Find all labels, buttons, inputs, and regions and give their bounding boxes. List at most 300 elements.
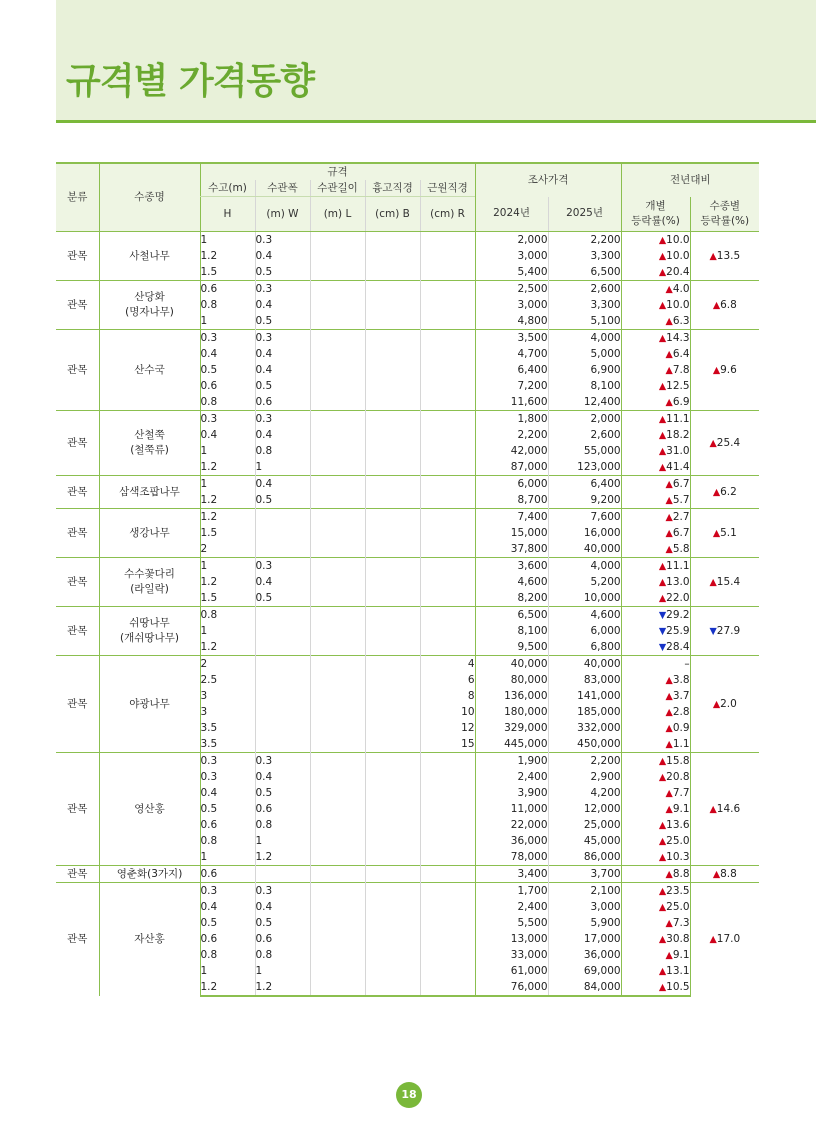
price-2025-cell: 5,200: [548, 574, 621, 590]
individual-rate-value: 12.5: [666, 379, 690, 392]
spec-w-cell: 0.4: [255, 574, 310, 590]
spec-l-cell: [310, 704, 365, 720]
individual-rate-cell: [621, 362, 690, 378]
price-2024-cell: 136,000: [475, 688, 548, 704]
up-triangle-icon: ▲: [712, 299, 721, 311]
price-2025-cell: 4,000: [548, 330, 621, 347]
price-2024-cell: 4,600: [475, 574, 548, 590]
header-year-2024: 2024년: [475, 197, 548, 232]
spec-w-cell: [255, 720, 310, 736]
spec-l-cell: [310, 492, 365, 509]
spec-b-cell: [365, 672, 420, 688]
spec-l-cell: [310, 607, 365, 624]
species-name-cell: [99, 558, 200, 607]
species-name-cell: [99, 411, 200, 476]
up-triangle-icon: ▲: [658, 835, 667, 847]
species-name-line: 수수꽃다리: [124, 568, 175, 580]
table-row: [56, 866, 759, 883]
species-rate-value: 5.1: [720, 526, 737, 539]
spec-b-cell: [365, 915, 420, 931]
species-rate-cell: [690, 753, 759, 866]
spec-h-cell: 0.5: [200, 915, 255, 931]
table-row: [56, 883, 759, 900]
spec-r-cell: 6: [420, 672, 475, 688]
spec-h-cell: 0.8: [200, 297, 255, 313]
price-2025-cell: 332,000: [548, 720, 621, 736]
price-2024-cell: 76,000: [475, 979, 548, 996]
price-2025-cell: 69,000: [548, 963, 621, 979]
spec-b-cell: [365, 378, 420, 394]
spec-r-cell: [420, 623, 475, 639]
header-yoy: 전년대비: [621, 163, 759, 197]
spec-l-cell: [310, 639, 365, 656]
price-2025-cell: 2,200: [548, 232, 621, 249]
spec-h-cell: 0.4: [200, 785, 255, 801]
species-name-line: 산수국: [134, 363, 165, 376]
spec-b-cell: [365, 849, 420, 866]
spec-b-cell: [365, 264, 420, 281]
individual-rate-value: 25.0: [666, 834, 690, 847]
spec-b-cell: [365, 541, 420, 558]
individual-rate-cell: [621, 753, 690, 770]
spec-w-cell: 0.5: [255, 785, 310, 801]
spec-b-cell: [365, 736, 420, 753]
individual-rate-value: 1.1: [672, 737, 690, 750]
spec-b-cell: [365, 427, 420, 443]
spec-h-cell: 0.3: [200, 330, 255, 347]
spec-b-cell: [365, 639, 420, 656]
spec-b-cell: [365, 346, 420, 362]
price-2024-cell: 1,700: [475, 883, 548, 900]
table-row: [56, 558, 759, 575]
spec-b-cell: [365, 313, 420, 330]
spec-r-cell: 12: [420, 720, 475, 736]
spec-w-cell: 0.5: [255, 264, 310, 281]
spec-h-cell: 1: [200, 476, 255, 493]
price-2024-cell: 329,000: [475, 720, 548, 736]
spec-r-cell: [420, 963, 475, 979]
spec-r-cell: 10: [420, 704, 475, 720]
spec-h-cell: 1.2: [200, 979, 255, 996]
price-2024-cell: 6,400: [475, 362, 548, 378]
individual-rate-value: 20.4: [666, 265, 690, 278]
spec-r-cell: [420, 833, 475, 849]
spec-r-cell: [420, 849, 475, 866]
spec-l-cell: [310, 688, 365, 704]
individual-rate-value: 2.8: [672, 705, 690, 718]
spec-l-cell: [310, 378, 365, 394]
species-name-cell: [99, 509, 200, 558]
spec-b-cell: [365, 753, 420, 770]
category-cell: 관목: [56, 607, 99, 656]
price-2025-cell: 8,100: [548, 378, 621, 394]
price-2025-cell: 45,000: [548, 833, 621, 849]
price-2024-cell: 2,400: [475, 899, 548, 915]
species-rate-value: 17.0: [716, 933, 741, 945]
species-rate-value: 27.9: [716, 624, 741, 637]
up-triangle-icon: ▲: [665, 917, 673, 929]
spec-b-cell: [365, 785, 420, 801]
spec-w-cell: 0.8: [255, 817, 310, 833]
spec-b-cell: [365, 248, 420, 264]
individual-rate-value: 13.6: [666, 818, 690, 831]
spec-r-cell: [420, 476, 475, 493]
individual-rate-cell: [621, 541, 690, 558]
spec-r-cell: [420, 590, 475, 607]
spec-b-cell: [365, 525, 420, 541]
individual-rate-cell: [621, 639, 690, 656]
individual-rate-value: 7.7: [672, 786, 690, 799]
individual-rate-cell: [621, 672, 690, 688]
spec-l-cell: [310, 866, 365, 883]
individual-rate-value: 2.7: [672, 510, 690, 523]
spec-r-cell: [420, 378, 475, 394]
price-2025-cell: 6,500: [548, 264, 621, 281]
species-rate-cell: [690, 558, 759, 607]
individual-rate-cell: [621, 590, 690, 607]
up-triangle-icon: ▲: [658, 461, 667, 473]
spec-l-cell: [310, 736, 365, 753]
spec-w-cell: 0.3: [255, 753, 310, 770]
page-title: 규격별 가격동향: [66, 61, 314, 102]
species-rate-value: 6.8: [720, 298, 737, 311]
price-2025-cell: 2,100: [548, 883, 621, 900]
category-cell: 관목: [56, 753, 99, 866]
spec-l-cell: [310, 833, 365, 849]
individual-rate-cell: [621, 607, 690, 624]
species-name-cell: [99, 476, 200, 509]
price-2024-cell: 3,500: [475, 330, 548, 347]
species-name-line: (철쭉류): [130, 444, 169, 456]
spec-w-cell: 0.3: [255, 883, 310, 900]
spec-l-cell: [310, 248, 365, 264]
individual-rate-cell: [621, 232, 690, 249]
spec-h-cell: 1.2: [200, 509, 255, 526]
spec-b-cell: [365, 656, 420, 673]
species-rate-value: 8.8: [720, 867, 737, 880]
price-2025-cell: 36,000: [548, 947, 621, 963]
down-triangle-icon: ▼: [658, 625, 667, 637]
individual-rate-cell: [621, 427, 690, 443]
price-2024-cell: 36,000: [475, 833, 548, 849]
spec-w-cell: 0.4: [255, 427, 310, 443]
spec-h-cell: 0.8: [200, 833, 255, 849]
spec-l-cell: [310, 459, 365, 476]
spec-b-cell: [365, 720, 420, 736]
header-unit-r: (cm) R: [420, 197, 475, 232]
species-rate-cell: [690, 281, 759, 330]
spec-l-cell: [310, 769, 365, 785]
spec-h-cell: 1: [200, 232, 255, 249]
price-2024-cell: 2,400: [475, 769, 548, 785]
species-rate-cell: [690, 411, 759, 476]
spec-h-cell: 0.6: [200, 817, 255, 833]
spec-h-cell: 1.5: [200, 590, 255, 607]
table-row: [56, 656, 759, 673]
price-2025-cell: 7,600: [548, 509, 621, 526]
spec-r-cell: [420, 427, 475, 443]
individual-rate-cell: [621, 849, 690, 866]
price-2025-cell: 4,600: [548, 607, 621, 624]
price-2025-cell: 141,000: [548, 688, 621, 704]
species-name-cell: [99, 883, 200, 997]
individual-rate-cell: [621, 281, 690, 298]
up-triangle-icon: ▲: [709, 437, 717, 449]
category-cell: 관목: [56, 330, 99, 411]
individual-rate-value: 10.0: [666, 233, 690, 246]
price-2025-cell: 3,700: [548, 866, 621, 883]
up-triangle-icon: ▲: [712, 364, 721, 376]
spec-l-cell: [310, 346, 365, 362]
species-rate-value: 15.4: [716, 575, 741, 588]
price-2025-cell: 2,000: [548, 411, 621, 428]
category-cell: 관목: [56, 509, 99, 558]
spec-h-cell: 0.6: [200, 378, 255, 394]
page-number-badge: 18: [396, 1082, 422, 1108]
individual-rate-value: 13.1: [666, 964, 690, 977]
spec-h-cell: 1.5: [200, 525, 255, 541]
up-triangle-icon: ▲: [665, 348, 673, 360]
up-triangle-icon: ▲: [665, 543, 673, 555]
spec-l-cell: [310, 899, 365, 915]
spec-w-cell: 0.8: [255, 947, 310, 963]
header-root-diameter: 근원직경: [420, 180, 475, 197]
header-individual-rate: [621, 197, 690, 232]
spec-l-cell: [310, 525, 365, 541]
species-name-line: 영산홍: [134, 802, 165, 815]
price-2024-cell: 8,700: [475, 492, 548, 509]
header-breast-diameter: 흉고직경: [365, 180, 420, 197]
individual-rate-cell: [621, 704, 690, 720]
header-species-rate-line2: 등락률(%): [700, 214, 750, 227]
species-rate-cell: [690, 866, 759, 883]
spec-h-cell: 0.4: [200, 899, 255, 915]
up-triangle-icon: ▲: [712, 698, 721, 710]
price-2025-cell: 6,800: [548, 639, 621, 656]
individual-rate-value: 6.4: [672, 347, 690, 360]
spec-h-cell: 1.2: [200, 492, 255, 509]
up-triangle-icon: ▲: [658, 755, 667, 767]
spec-h-cell: 2: [200, 656, 255, 673]
individual-rate-value: 7.8: [672, 363, 690, 376]
spec-w-cell: 0.4: [255, 346, 310, 362]
price-2024-cell: 8,100: [475, 623, 548, 639]
species-rate-cell: [690, 330, 759, 411]
spec-h-cell: 0.4: [200, 346, 255, 362]
spec-w-cell: [255, 623, 310, 639]
spec-b-cell: [365, 574, 420, 590]
up-triangle-icon: ▲: [665, 803, 673, 815]
spec-w-cell: 0.6: [255, 931, 310, 947]
spec-r-cell: [420, 817, 475, 833]
spec-r-cell: [420, 866, 475, 883]
price-2025-cell: 9,200: [548, 492, 621, 509]
up-triangle-icon: ▲: [658, 413, 667, 425]
spec-w-cell: [255, 688, 310, 704]
spec-r-cell: [420, 801, 475, 817]
spec-r-cell: [420, 297, 475, 313]
species-name-cell: [99, 866, 200, 883]
species-name-cell: [99, 281, 200, 330]
spec-r-cell: [420, 769, 475, 785]
individual-rate-value: 0.9: [672, 721, 690, 734]
price-2024-cell: 1,800: [475, 411, 548, 428]
up-triangle-icon: ▲: [709, 803, 717, 815]
spec-h-cell: 1.2: [200, 639, 255, 656]
price-2024-cell: 2,200: [475, 427, 548, 443]
price-table: [56, 162, 759, 997]
spec-r-cell: [420, 607, 475, 624]
individual-rate-cell: [621, 509, 690, 526]
species-rate-value: 25.4: [716, 436, 741, 449]
spec-w-cell: [255, 639, 310, 656]
spec-b-cell: [365, 801, 420, 817]
price-2025-cell: 2,900: [548, 769, 621, 785]
spec-r-cell: [420, 264, 475, 281]
species-name-line: 쉬땅나무: [129, 617, 170, 629]
individual-rate-cell: [621, 443, 690, 459]
spec-l-cell: [310, 883, 365, 900]
up-triangle-icon: ▲: [658, 299, 667, 311]
up-triangle-icon: ▲: [658, 851, 667, 863]
price-2025-cell: 4,200: [548, 785, 621, 801]
species-rate-cell: [690, 607, 759, 656]
spec-w-cell: 0.4: [255, 248, 310, 264]
species-rate-cell: [690, 656, 759, 753]
price-2024-cell: 37,800: [475, 541, 548, 558]
spec-r-cell: [420, 281, 475, 298]
spec-l-cell: [310, 963, 365, 979]
spec-r-cell: [420, 979, 475, 996]
header-price: 조사가격: [475, 163, 621, 197]
price-2025-cell: 86,000: [548, 849, 621, 866]
individual-rate-cell: [621, 558, 690, 575]
price-2025-cell: 12,000: [548, 801, 621, 817]
up-triangle-icon: ▲: [658, 429, 667, 441]
spec-h-cell: 3.5: [200, 720, 255, 736]
individual-rate-cell: [621, 378, 690, 394]
individual-rate-value: 10.5: [666, 980, 690, 993]
individual-rate-cell: [621, 330, 690, 347]
spec-w-cell: 0.5: [255, 492, 310, 509]
category-cell: 관목: [56, 656, 99, 753]
spec-h-cell: 0.4: [200, 427, 255, 443]
spec-h-cell: 3: [200, 688, 255, 704]
spec-w-cell: [255, 509, 310, 526]
individual-rate-cell: [621, 899, 690, 915]
spec-w-cell: 0.6: [255, 394, 310, 411]
spec-l-cell: [310, 232, 365, 249]
individual-rate-value: 10.3: [666, 850, 690, 863]
header-unit-b: (cm) B: [365, 197, 420, 232]
price-2024-cell: 6,500: [475, 607, 548, 624]
spec-h-cell: 0.8: [200, 947, 255, 963]
price-2025-cell: 450,000: [548, 736, 621, 753]
species-rate-value: 2.0: [720, 697, 737, 710]
spec-r-cell: 8: [420, 688, 475, 704]
price-2024-cell: 3,900: [475, 785, 548, 801]
price-2024-cell: 3,000: [475, 248, 548, 264]
spec-w-cell: 0.5: [255, 590, 310, 607]
individual-rate-value: 8.8: [672, 867, 690, 880]
up-triangle-icon: ▲: [658, 592, 667, 604]
individual-rate-cell: [621, 264, 690, 281]
spec-l-cell: [310, 264, 365, 281]
price-2025-cell: 40,000: [548, 541, 621, 558]
spec-h-cell: 3.5: [200, 736, 255, 753]
spec-w-cell: 0.5: [255, 313, 310, 330]
price-2025-cell: 6,900: [548, 362, 621, 378]
spec-b-cell: [365, 330, 420, 347]
species-rate-cell: [690, 476, 759, 509]
category-cell: 관목: [56, 476, 99, 509]
spec-b-cell: [365, 833, 420, 849]
spec-r-cell: [420, 394, 475, 411]
header-year-2025: 2025년: [548, 197, 621, 232]
individual-rate-cell: [621, 476, 690, 493]
price-2024-cell: 33,000: [475, 947, 548, 963]
spec-w-cell: 0.4: [255, 899, 310, 915]
spec-l-cell: [310, 915, 365, 931]
individual-rate-cell: [621, 720, 690, 736]
category-cell: 관목: [56, 411, 99, 476]
individual-rate-value: 11.1: [666, 559, 690, 572]
price-2024-cell: 11,600: [475, 394, 548, 411]
up-triangle-icon: ▲: [658, 933, 667, 945]
spec-b-cell: [365, 688, 420, 704]
up-triangle-icon: ▲: [665, 868, 673, 880]
price-2025-cell: 5,000: [548, 346, 621, 362]
price-2024-cell: 80,000: [475, 672, 548, 688]
spec-r-cell: [420, 915, 475, 931]
spec-r-cell: [420, 232, 475, 249]
price-2025-cell: 12,400: [548, 394, 621, 411]
individual-rate-value: 10.0: [666, 298, 690, 311]
down-triangle-icon: ▼: [709, 625, 717, 637]
spec-l-cell: [310, 656, 365, 673]
individual-rate-cell: [621, 963, 690, 979]
table-row: [56, 753, 759, 770]
spec-r-cell: [420, 248, 475, 264]
spec-b-cell: [365, 817, 420, 833]
individual-rate-value: 11.1: [666, 412, 690, 425]
table-header: [56, 163, 759, 232]
spec-r-cell: [420, 362, 475, 378]
spec-h-cell: 1.2: [200, 574, 255, 590]
up-triangle-icon: ▲: [665, 787, 673, 799]
spec-h-cell: 0.3: [200, 883, 255, 900]
spec-l-cell: [310, 558, 365, 575]
spec-w-cell: 1.2: [255, 979, 310, 996]
up-triangle-icon: ▲: [658, 445, 667, 457]
species-rate-value: 9.6: [720, 363, 737, 376]
price-2024-cell: 40,000: [475, 656, 548, 673]
price-2024-cell: 87,000: [475, 459, 548, 476]
spec-r-cell: [420, 899, 475, 915]
price-2024-cell: 3,400: [475, 866, 548, 883]
price-2025-cell: 55,000: [548, 443, 621, 459]
price-2024-cell: 5,500: [475, 915, 548, 931]
spec-l-cell: [310, 785, 365, 801]
individual-rate-value: 6.7: [672, 526, 690, 539]
individual-rate-value: 18.2: [666, 428, 690, 441]
spec-w-cell: 0.4: [255, 297, 310, 313]
spec-b-cell: [365, 476, 420, 493]
up-triangle-icon: ▲: [665, 738, 673, 750]
spec-r-cell: [420, 753, 475, 770]
individual-rate-cell: [621, 785, 690, 801]
spec-w-cell: 1: [255, 963, 310, 979]
